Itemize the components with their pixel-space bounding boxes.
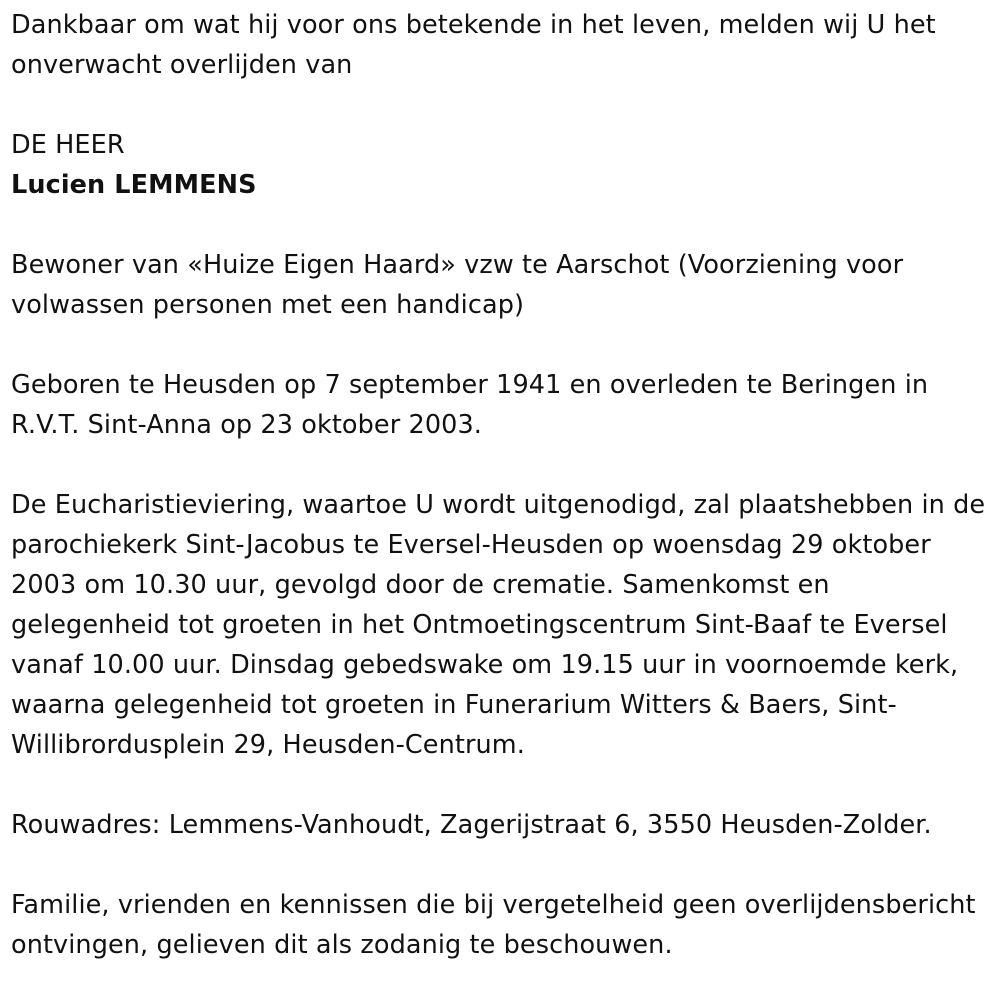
mourning-address: Rouwadres: Lemmens-Vanhoudt, Zagerijstraat 6, 3550 Heusden-Zolder. (11, 810, 932, 840)
birth-death-paragraph: Geboren te Heusden op 7 september 1941 en overleden te Beringen in R.V.T. Sint-Anna op 23 oktober 2003. (11, 370, 929, 440)
obituary-notice (11, 5, 996, 965)
honorific: DE HEER (11, 130, 125, 160)
residence-paragraph: Bewoner van «Huize Eigen Haard» vzw te Aarschot (Voorziening voor volwassen personen met een handicap) (11, 250, 904, 320)
intro-paragraph: Dankbaar om wat hij voor ons betekende in het leven, melden wij U het onverwacht overlijden van (11, 10, 936, 80)
ceremony-paragraph: De Eucharistieviering, waartoe U wordt uitgenodigd, zal plaatshebben in de parochiekerk Sint-Jacobus te Eversel-Heusden op woensdag 29 oktober 2003 om 10.30 uur, gevolgd door de crematie. Samenkomst en gelegenheid tot groeten in het Ontmoetingscentrum Sint-Baaf te Eversel vanaf 10.00 uur. Dinsdag gebedswake om 19.15 uur in voornoemde kerk, waarna gelegenheid tot groeten in Funerarium Witters & Baers, Sint-Willibrordusplein 29, Heusden-Centrum. (11, 490, 986, 760)
closing-paragraph: Familie, vrienden en kennissen die bij vergetelheid geen overlijdensbericht ontvingen, gelieven dit als zodanig te beschouwen. (11, 890, 976, 960)
deceased-name: Lucien LEMMENS (11, 170, 257, 200)
